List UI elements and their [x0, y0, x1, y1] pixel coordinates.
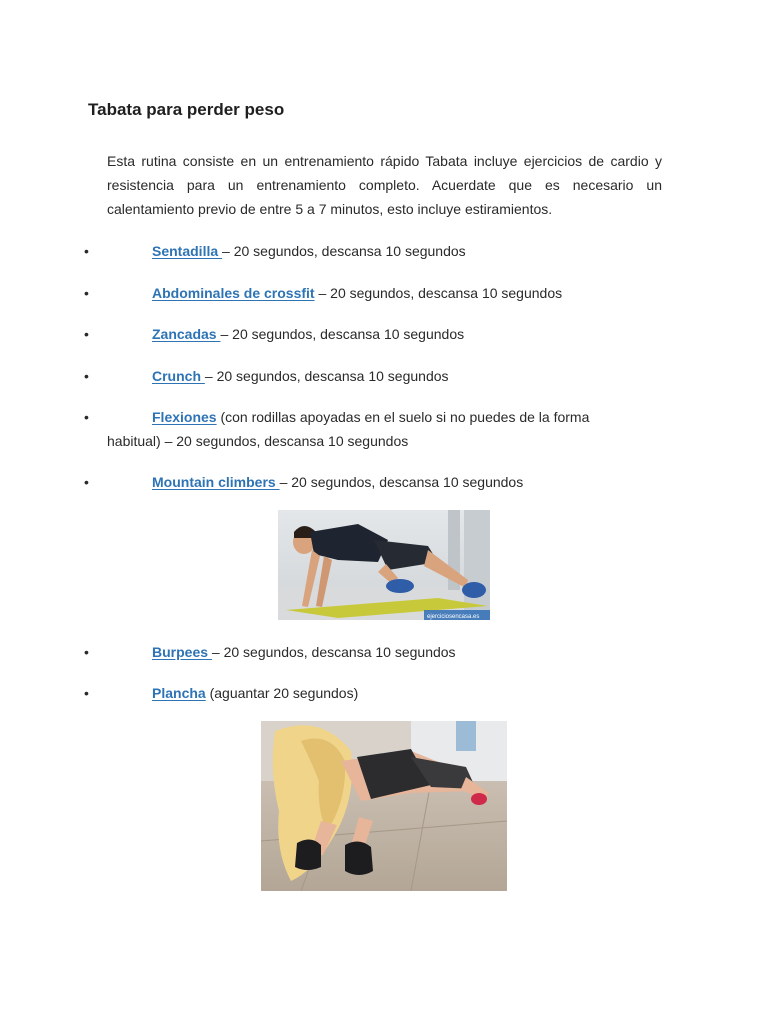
exercise-description: (aguantar 20 segundos): [205, 685, 359, 701]
exercise-description: – 20 segundos, descansa 10 segundos: [211, 644, 456, 660]
bullet: •: [84, 644, 89, 660]
page-title: Tabata para perder peso: [88, 100, 285, 119]
exercise-link-flexiones[interactable]: Flexiones: [152, 409, 217, 425]
image-watermark: ejerciciosencasa.es: [427, 614, 480, 620]
exercise-link-sentadilla[interactable]: Sentadilla: [152, 243, 223, 259]
exercise-link-zancadas[interactable]: Zancadas: [152, 326, 221, 342]
exercise-link-plancha[interactable]: Plancha: [152, 685, 206, 701]
exercise-description: – 20 segundos, descansa 10 segundos: [222, 243, 466, 259]
intro-paragraph: Esta rutina consiste en un entrenamiento rápido Tabata incluye ejercicios de cardio y resistencia para un entrenamiento completo. Acuerdate que es necesario un calentamiento previo de entre 5 a 7 minutos, esto incluye estiramientos.: [107, 153, 662, 217]
exercise-description: (con rodillas apoyadas en el suelo si no puedes de la forma: [216, 409, 590, 425]
plank-image: [261, 721, 507, 891]
bullet: •: [84, 685, 89, 701]
exercise-description: – 20 segundos, descansa 10 segundos: [279, 474, 524, 490]
exercise-link-abdominales[interactable]: Abdominales de crossfit: [152, 285, 315, 301]
bullet: •: [84, 409, 89, 425]
exercise-description: – 20 segundos, descansa 10 segundos: [220, 326, 465, 342]
bullet: •: [84, 368, 89, 384]
mountain-climbers-image: [278, 510, 490, 620]
exercise-description: – 20 segundos, descansa 10 segundos: [314, 285, 563, 301]
exercise-description-continued: habitual) – 20 segundos, descansa 10 segundos: [107, 433, 409, 449]
exercise-description: – 20 segundos, descansa 10 segundos: [204, 368, 449, 384]
exercise-link-crunch[interactable]: Crunch: [152, 368, 205, 384]
exercise-link-burpees[interactable]: Burpees: [152, 644, 212, 660]
exercise-link-mountain-climbers[interactable]: Mountain climbers: [152, 474, 280, 490]
bullet: •: [84, 326, 89, 342]
bullet: •: [84, 243, 89, 259]
bullet: •: [84, 285, 89, 301]
bullet: •: [84, 474, 89, 490]
